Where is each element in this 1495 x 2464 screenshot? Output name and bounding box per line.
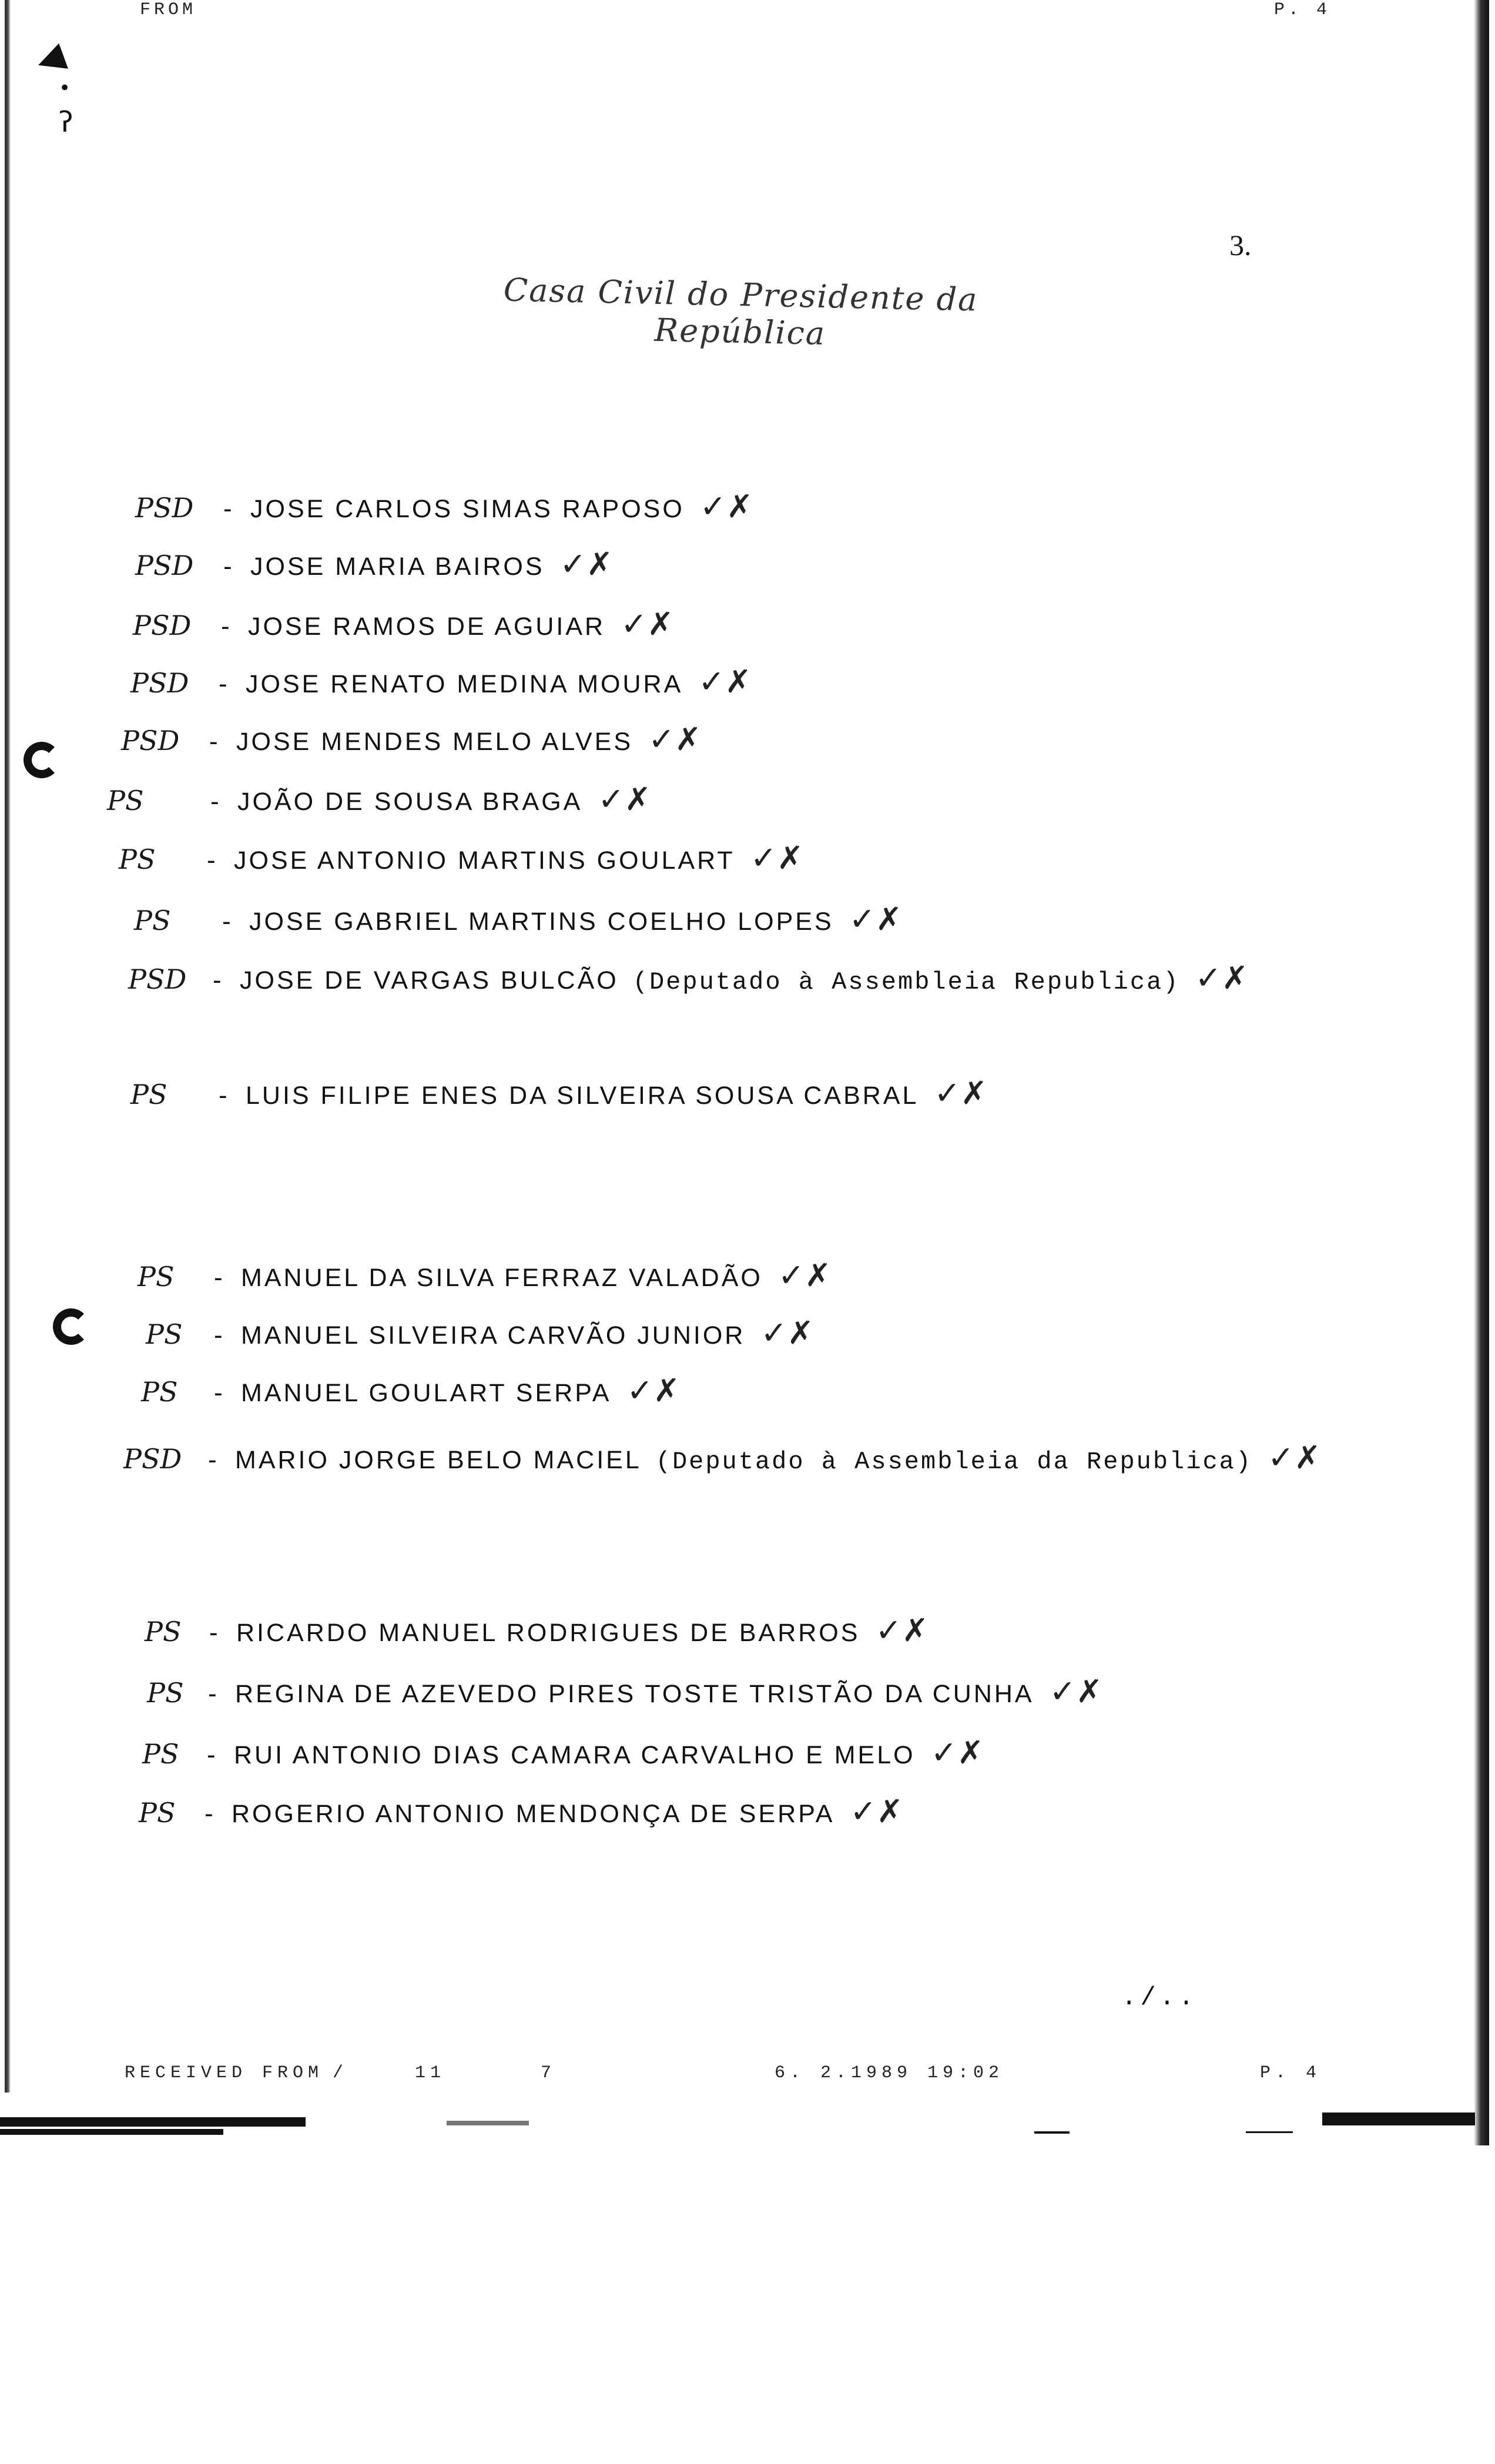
checkmark-icon: ✓✗ xyxy=(850,1793,903,1830)
party-label: PSD xyxy=(135,550,194,581)
checkmark-icon: ✓✗ xyxy=(648,721,702,758)
letterhead: Casa Civil do Presidente da República xyxy=(503,271,979,353)
list-item: PS - JOSE ANTONIO MARTINS GOULART ✓✗ xyxy=(119,839,804,876)
list-item: PSD - JOSE MENDES MELO ALVES ✓✗ xyxy=(121,721,702,758)
member-note: (Deputado à Assembleia Republica) xyxy=(632,968,1180,996)
party-label: PS xyxy=(142,1738,179,1770)
list-item: PSD - JOSE CARLOS SIMAS RAPOSO ✓✗ xyxy=(135,488,753,525)
member-name: JOSE MARIA BAIROS xyxy=(250,553,545,581)
party-label: PSD xyxy=(133,610,192,641)
checkmark-icon: ✓✗ xyxy=(1049,1673,1103,1710)
party-label: PS xyxy=(145,1616,182,1648)
fax-header-from: FROM xyxy=(140,0,197,20)
fax-header-page: P. 4 xyxy=(1274,0,1331,20)
party-label: PS xyxy=(107,785,144,816)
checkmark-icon: ✓✗ xyxy=(875,1612,928,1649)
checkmark-icon: ✓✗ xyxy=(1195,959,1248,996)
member-name: JOSE MENDES MELO ALVES xyxy=(236,728,633,756)
member-name: RICARDO MANUEL RODRIGUES DE BARROS xyxy=(236,1619,860,1647)
list-item: PS - JOSE GABRIEL MARTINS COELHO LOPES ✓✗ xyxy=(134,900,903,938)
list-item: PS - MANUEL GOULART SERPA ✓✗ xyxy=(141,1372,680,1409)
checkmark-icon: ✓✗ xyxy=(626,1372,680,1409)
party-label: PS xyxy=(119,843,156,875)
member-name: JOSE ANTONIO MARTINS GOULART xyxy=(234,846,735,875)
member-name: JOSE GABRIEL MARTINS COELHO LOPES xyxy=(249,908,834,936)
party-label: PS xyxy=(130,1079,167,1110)
checkmark-icon: ✓✗ xyxy=(934,1074,987,1112)
fax-received-label: RECEIVED FROM xyxy=(125,2063,324,2083)
party-label: PSD xyxy=(130,667,189,699)
member-name: JOSE CARLOS SIMAS RAPOSO xyxy=(250,495,685,523)
member-name: MANUEL GOULART SERPA xyxy=(241,1379,612,1407)
list-item: PSD - JOSE RENATO MEDINA MOURA ✓✗ xyxy=(130,663,752,700)
checkmark-icon: ✓✗ xyxy=(598,781,651,818)
fax-code-2: 11 xyxy=(415,2063,446,2083)
party-label: PS xyxy=(138,1261,175,1293)
fax-datetime: 6. 2.1989 19:02 xyxy=(775,2063,1004,2083)
checkmark-icon: ✓✗ xyxy=(559,545,613,582)
checkmark-icon: ✓✗ xyxy=(849,900,903,938)
checkmark-icon: ✓✗ xyxy=(750,839,804,876)
checkmark-icon: ✓✗ xyxy=(1268,1439,1321,1476)
arrow-mark-icon: ◀ xyxy=(30,34,70,82)
list-item: PS - ROGERIO ANTONIO MENDONÇA DE SERPA ✓✗ xyxy=(139,1793,903,1830)
checkmark-icon: ✓✗ xyxy=(621,605,674,642)
member-note: (Deputado à Assembleia da Republica) xyxy=(655,1448,1253,1476)
member-name: MARIO JORGE BELO MACIEL xyxy=(235,1446,642,1474)
checkmark-icon: ✓✗ xyxy=(930,1734,984,1771)
fax-footer xyxy=(0,2063,1495,2087)
checkmark-icon: ✓✗ xyxy=(777,1257,832,1294)
member-name: JOSE RENATO MEDINA MOURA xyxy=(246,670,683,698)
list-item: PS - REGINA DE AZEVEDO PIRES TOSTE TRISTÃO DA CUNHA ✓✗ xyxy=(147,1673,1103,1710)
fax-code-1: / xyxy=(333,2063,348,2083)
party-label: PS xyxy=(134,905,171,936)
list-item: PS - JOÃO DE SOUSA BRAGA ✓✗ xyxy=(107,781,651,818)
punch-hole-icon xyxy=(24,742,60,778)
member-name: MANUEL DA SILVA FERRAZ VALADÃO xyxy=(241,1264,763,1292)
fax-code-3: 7 xyxy=(541,2063,557,2083)
checkmark-icon: ✓✗ xyxy=(698,663,752,700)
member-name: RUI ANTONIO DIAS CAMARA CARVALHO E MELO xyxy=(234,1741,916,1769)
party-label: PS xyxy=(146,1318,183,1350)
page-number: 3. xyxy=(1229,229,1252,262)
list-item: PS - LUIS FILIPE ENES DA SILVEIRA SOUSA CABRAL ✓✗ xyxy=(130,1074,987,1112)
list-item: PS - RUI ANTONIO DIAS CAMARA CARVALHO E MELO ✓✗ xyxy=(142,1734,984,1771)
party-label: PS xyxy=(139,1797,176,1829)
party-label: PSD xyxy=(123,1443,182,1475)
member-name: ROGERIO ANTONIO MENDONÇA DE SERPA xyxy=(232,1800,835,1828)
list-item: PSD - JOSE RAMOS DE AGUIAR ✓✗ xyxy=(133,605,674,642)
list-item: PS - MANUEL DA SILVA FERRAZ VALADÃO ✓✗ xyxy=(138,1257,832,1294)
checkmark-icon: ✓✗ xyxy=(760,1314,814,1351)
party-label: PSD xyxy=(135,492,194,524)
party-label: PSD xyxy=(121,725,180,756)
list-item: PSD - JOSE DE VARGAS BULCÃO (Deputado à Assembleia Republica) ✓✗ xyxy=(128,959,1248,996)
hook-mark-icon: ʔ xyxy=(59,106,73,139)
party-label: PS xyxy=(147,1677,184,1709)
party-label: PS xyxy=(141,1376,178,1408)
punch-hole-icon xyxy=(53,1308,89,1345)
member-name: LUIS FILIPE ENES DA SILVEIRA SOUSA CABRAL xyxy=(246,1082,919,1110)
member-name: JOSE DE VARGAS BULCÃO xyxy=(240,966,619,995)
list-item: PSD - JOSE MARIA BAIROS ✓✗ xyxy=(135,545,613,582)
list-item: PS - RICARDO MANUEL RODRIGUES DE BARROS ✓✗ xyxy=(145,1612,928,1649)
checkmark-icon: ✓✗ xyxy=(699,488,753,525)
member-name: REGINA DE AZEVEDO PIRES TOSTE TRISTÃO DA CUNHA xyxy=(235,1680,1034,1708)
member-name: MANUEL SILVEIRA CARVÃO JUNIOR xyxy=(241,1321,746,1350)
dot-mark-icon: • xyxy=(59,76,71,100)
member-name: JOSE RAMOS DE AGUIAR xyxy=(248,612,606,641)
fax-footer-page: P. 4 xyxy=(1260,2063,1322,2083)
member-name: JOÃO DE SOUSA BRAGA xyxy=(237,788,583,816)
party-label: PSD xyxy=(128,963,187,995)
scan-noise xyxy=(0,2109,1495,2144)
list-item: PS - MANUEL SILVEIRA CARVÃO JUNIOR ✓✗ xyxy=(146,1314,814,1351)
continuation-mark: ./.. xyxy=(1121,1983,1198,2013)
list-item: PSD - MARIO JORGE BELO MACIEL (Deputado à Assembleia da Republica) ✓✗ xyxy=(123,1439,1321,1476)
